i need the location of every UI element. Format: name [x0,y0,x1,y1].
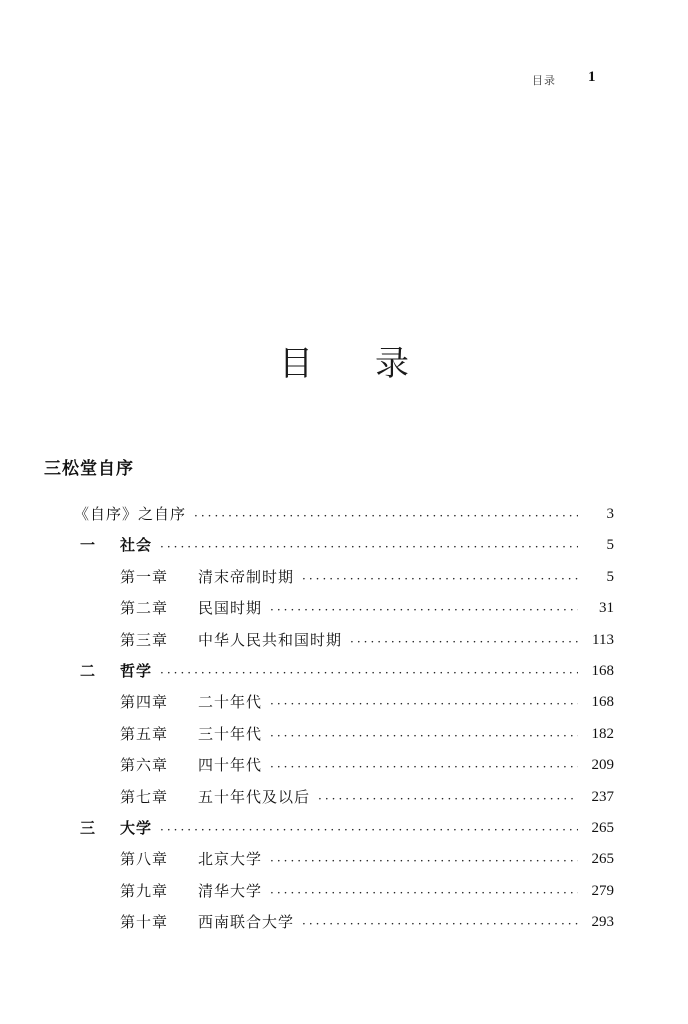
toc-chapter-label: 第二章 [120,599,169,618]
toc-chapter-label: 第八章 [120,850,169,869]
toc-page-number: 182 [591,725,614,742]
dot-leader [270,759,578,775]
toc-section-number: 三 [80,819,96,837]
toc-entry-title: 二十年代 [198,693,263,712]
toc-entry[interactable] [120,783,614,807]
toc-page-number: 279 [591,882,614,899]
dot-leader [270,885,578,901]
toc-chapter-label: 第六章 [120,756,169,775]
toc-entry[interactable] [74,500,614,524]
dot-leader [302,571,578,587]
dot-leader [194,508,578,524]
toc-entry[interactable] [80,814,614,838]
toc-page-number: 265 [591,820,614,836]
toc-entry[interactable] [120,594,614,618]
toc-chapter-label: 第十章 [120,913,169,932]
dot-leader [160,822,578,838]
page-number: 1 [588,69,596,85]
toc-entry[interactable] [120,877,614,901]
toc-page-number: 293 [591,914,614,931]
toc-entry-title: 民国时期 [198,599,263,618]
toc-entry-title: 清华大学 [198,881,263,900]
dot-leader [270,853,578,869]
toc-entry[interactable] [120,563,614,587]
dot-leader [160,665,578,681]
toc-page-number: 209 [591,757,614,774]
toc-page-number: 168 [591,694,614,711]
toc-entry[interactable] [120,845,614,869]
dot-leader [270,696,578,712]
toc-page-number: 113 [592,631,614,648]
running-head [532,70,652,90]
toc-entry-title: 三十年代 [198,724,263,743]
toc-entry[interactable] [80,531,614,555]
toc-entry-title: 西南联合大学 [198,913,295,932]
toc-chapter-label: 第七章 [120,787,169,806]
toc-page-number: 5 [606,568,614,585]
running-head-label: 目录 [532,74,556,87]
dot-leader [350,634,578,650]
toc-entry[interactable] [80,657,614,681]
dot-leader [270,602,578,618]
page-title-left: 目 [279,344,313,384]
toc-entry-title: 四十年代 [198,756,263,775]
toc-entry-title: 五十年代及以后 [198,787,311,806]
dot-leader [318,791,578,807]
toc-section-number: 二 [80,662,96,680]
dot-leader [302,916,578,932]
toc-entry-title: 《自序》之自序 [74,505,187,523]
toc-entry[interactable] [120,908,614,932]
toc-page-number: 265 [591,851,614,868]
toc-page-number: 3 [606,506,614,522]
toc-chapter-label: 第五章 [120,724,169,743]
toc-entry[interactable] [120,688,614,712]
toc-page-number: 168 [591,663,614,679]
toc-entry-title: 社会 [120,536,153,555]
toc-entry-title: 中华人民共和国时期 [198,630,343,649]
toc-entry-title: 清末帝制时期 [198,567,295,586]
toc-entry[interactable] [120,720,614,744]
toc-page-number: 31 [599,600,614,617]
toc-chapter-label: 第九章 [120,881,169,900]
page-title-right: 录 [375,344,409,384]
toc-entry[interactable] [120,626,614,650]
toc-page-number: 237 [591,788,614,805]
toc-entry[interactable] [120,751,614,775]
toc-entry-title: 大学 [120,819,153,837]
toc-page-number: 5 [606,537,614,554]
dot-leader [270,728,578,744]
dot-leader [160,539,578,555]
part-heading: 三松堂自序 [44,459,134,479]
toc-section-number: 一 [80,536,96,555]
page-title [0,336,688,385]
toc-chapter-label: 第一章 [120,567,169,586]
toc-chapter-label: 第四章 [120,693,169,712]
toc-entry-title: 哲学 [120,662,153,680]
toc-entry-title: 北京大学 [198,850,263,869]
toc-chapter-label: 第三章 [120,630,169,649]
